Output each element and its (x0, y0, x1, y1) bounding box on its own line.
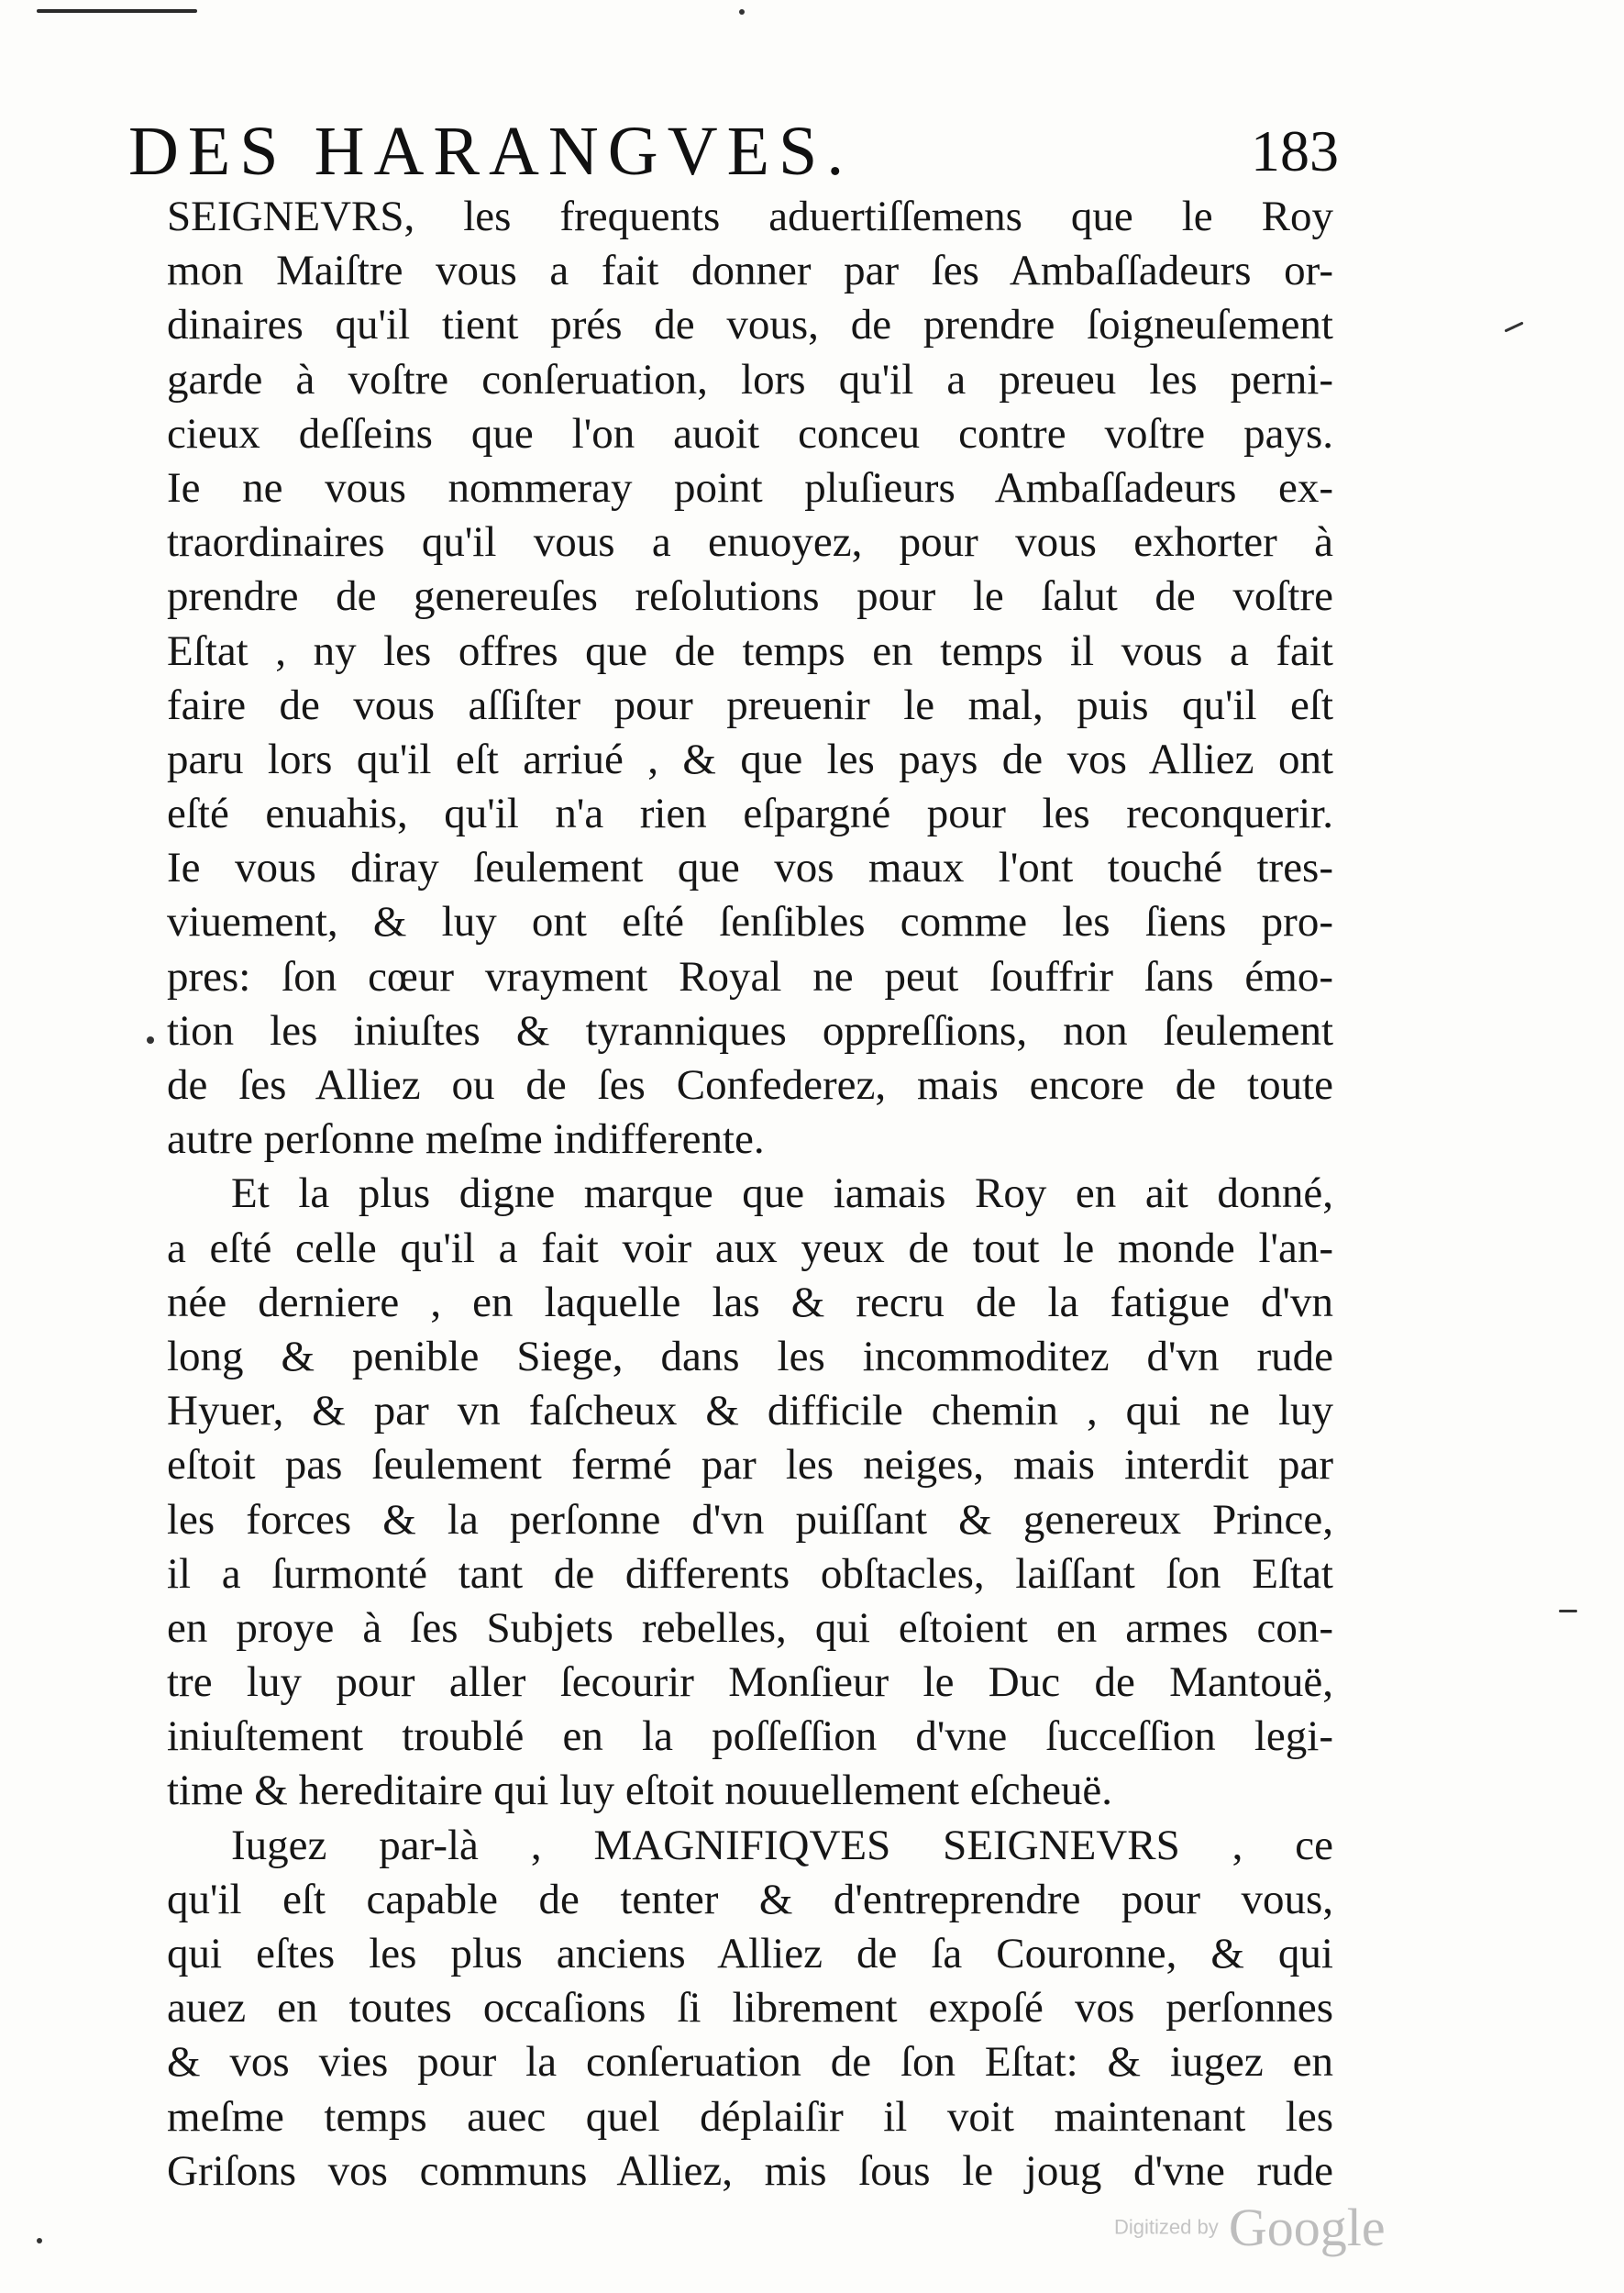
text-line: tre luy pour aller ſecourir Monſieur le Duc de Mantouë, (167, 1658, 1333, 1707)
text-line: paru lors qu'il eſt arriué , & que les pays de vos Alliez ont (167, 735, 1333, 783)
ink-speck (147, 1036, 154, 1044)
text-line: Iugez par-là , MAGNIFIQVES SEIGNEVRS , ce (231, 1821, 1333, 1869)
text-line: eſtoit pas ſeulement fermé par les neiges, mais interdit par (167, 1441, 1333, 1490)
text-line: cieux deſſeins que l'on auoit conceu contre voſtre pays. (167, 409, 1333, 458)
digitized-by-google-watermark (1114, 2197, 1386, 2257)
ink-speck (37, 2238, 42, 2243)
page-header (128, 110, 1339, 193)
text-line: traordinaires qu'il vous a enuoyez, pour vous exhorter à (167, 518, 1333, 567)
text-line: iniuſtement troublé en la poſſeſſion d'vne ſucceſſion legi- (167, 1712, 1333, 1761)
watermark-prefix: Digitized by (1114, 2215, 1219, 2239)
text-line: faire de vous aſſiſter pour preuenir le mal, puis qu'il eſt (167, 681, 1333, 729)
running-title: DES HARANGVES. (128, 113, 854, 190)
top-edge-rule (37, 9, 197, 13)
text-line: eſté enuahis, qu'il n'a rien eſpargné pour les reconquerir. (167, 790, 1333, 838)
google-logo: Google (1228, 2198, 1386, 2257)
text-line: prendre de genereuſes reſolutions pour le ſalut de voſtre (167, 572, 1333, 621)
text-line: garde à voſtre conſeruation, lors qu'il a preueu les perni- (167, 355, 1333, 404)
ink-speck (739, 9, 745, 15)
text-line: les forces & la perſonne d'vn puiſſant & genereux Prince, (167, 1495, 1333, 1544)
text-line: meſme temps auec quel déplaiſir il voit maintenant les (167, 2092, 1333, 2141)
ink-speck (1504, 321, 1523, 332)
text-line: autre perſonne meſme indifferente. (167, 1115, 765, 1164)
text-line: auez en toutes occaſions ſi librement expoſé vos perſonnes (167, 1984, 1333, 2033)
text-line: née derniere , en laquelle las & recru de la fatigue d'vn (167, 1278, 1333, 1326)
text-line: de ſes Alliez ou de ſes Confederez, mais encore de toute (167, 1061, 1333, 1109)
text-line: Griſons vos communs Alliez, mis ſous le joug d'vne rude (167, 2146, 1333, 2195)
text-line: tion les iniuſtes & tyranniques oppreſſions, non ſeulement (167, 1006, 1333, 1055)
text-line: a eſté celle qu'il a fait voir aux yeux de tout le monde l'an- (167, 1224, 1333, 1272)
ink-speck (1559, 1610, 1577, 1612)
text-line: viuement, & luy ont eſté ſenſibles comme les ſiens pro- (167, 898, 1333, 947)
text-line: il a ſurmonté tant de differents obſtacles, laiſſant ſon Eſtat (167, 1549, 1333, 1598)
text-line: Eſtat , ny les offres que de temps en temps il vous a fait (167, 626, 1333, 675)
text-line: mon Maiſtre vous a fait donner par ſes Ambaſſadeurs or- (167, 247, 1333, 295)
text-line: SEIGNEVRS, les frequents aduertiſſemens que le Roy (167, 193, 1333, 240)
body-text (167, 190, 1333, 2199)
page-number: 183 (1251, 118, 1339, 183)
text-line: pres: ſon cœur vrayment Royal ne peut ſouffrir ſans émo- (167, 952, 1333, 1001)
text-line: & vos vies pour la conſeruation de ſon Eſtat: & iugez en (167, 2038, 1333, 2087)
text-line: en proye à ſes Subjets rebelles, qui eſtoient en armes con- (167, 1603, 1333, 1652)
text-line: qu'il eſt capable de tenter & d'entreprendre pour vous, (167, 1875, 1333, 1923)
text-line: Et la plus digne marque que iamais Roy en ait donné, (231, 1169, 1333, 1218)
text-line: Ie ne vous nommeray point pluſieurs Ambaſſadeurs ex- (167, 463, 1333, 512)
text-line: long & penible Siege, dans les incommoditez d'vn rude (167, 1332, 1333, 1380)
text-line: Ie vous diray ſeulement que vos maux l'ont touché tres- (167, 844, 1333, 892)
text-line: Hyuer, & par vn faſcheux & difficile chemin , qui ne luy (167, 1387, 1333, 1435)
text-line: qui eſtes les plus anciens Alliez de ſa Couronne, & qui (167, 1930, 1333, 1977)
text-line: dinaires qu'il tient prés de vous, de prendre ſoigneuſement (167, 301, 1333, 349)
text-line: time & hereditaire qui luy eſtoit nouuellement eſcheuë. (167, 1767, 1113, 1815)
